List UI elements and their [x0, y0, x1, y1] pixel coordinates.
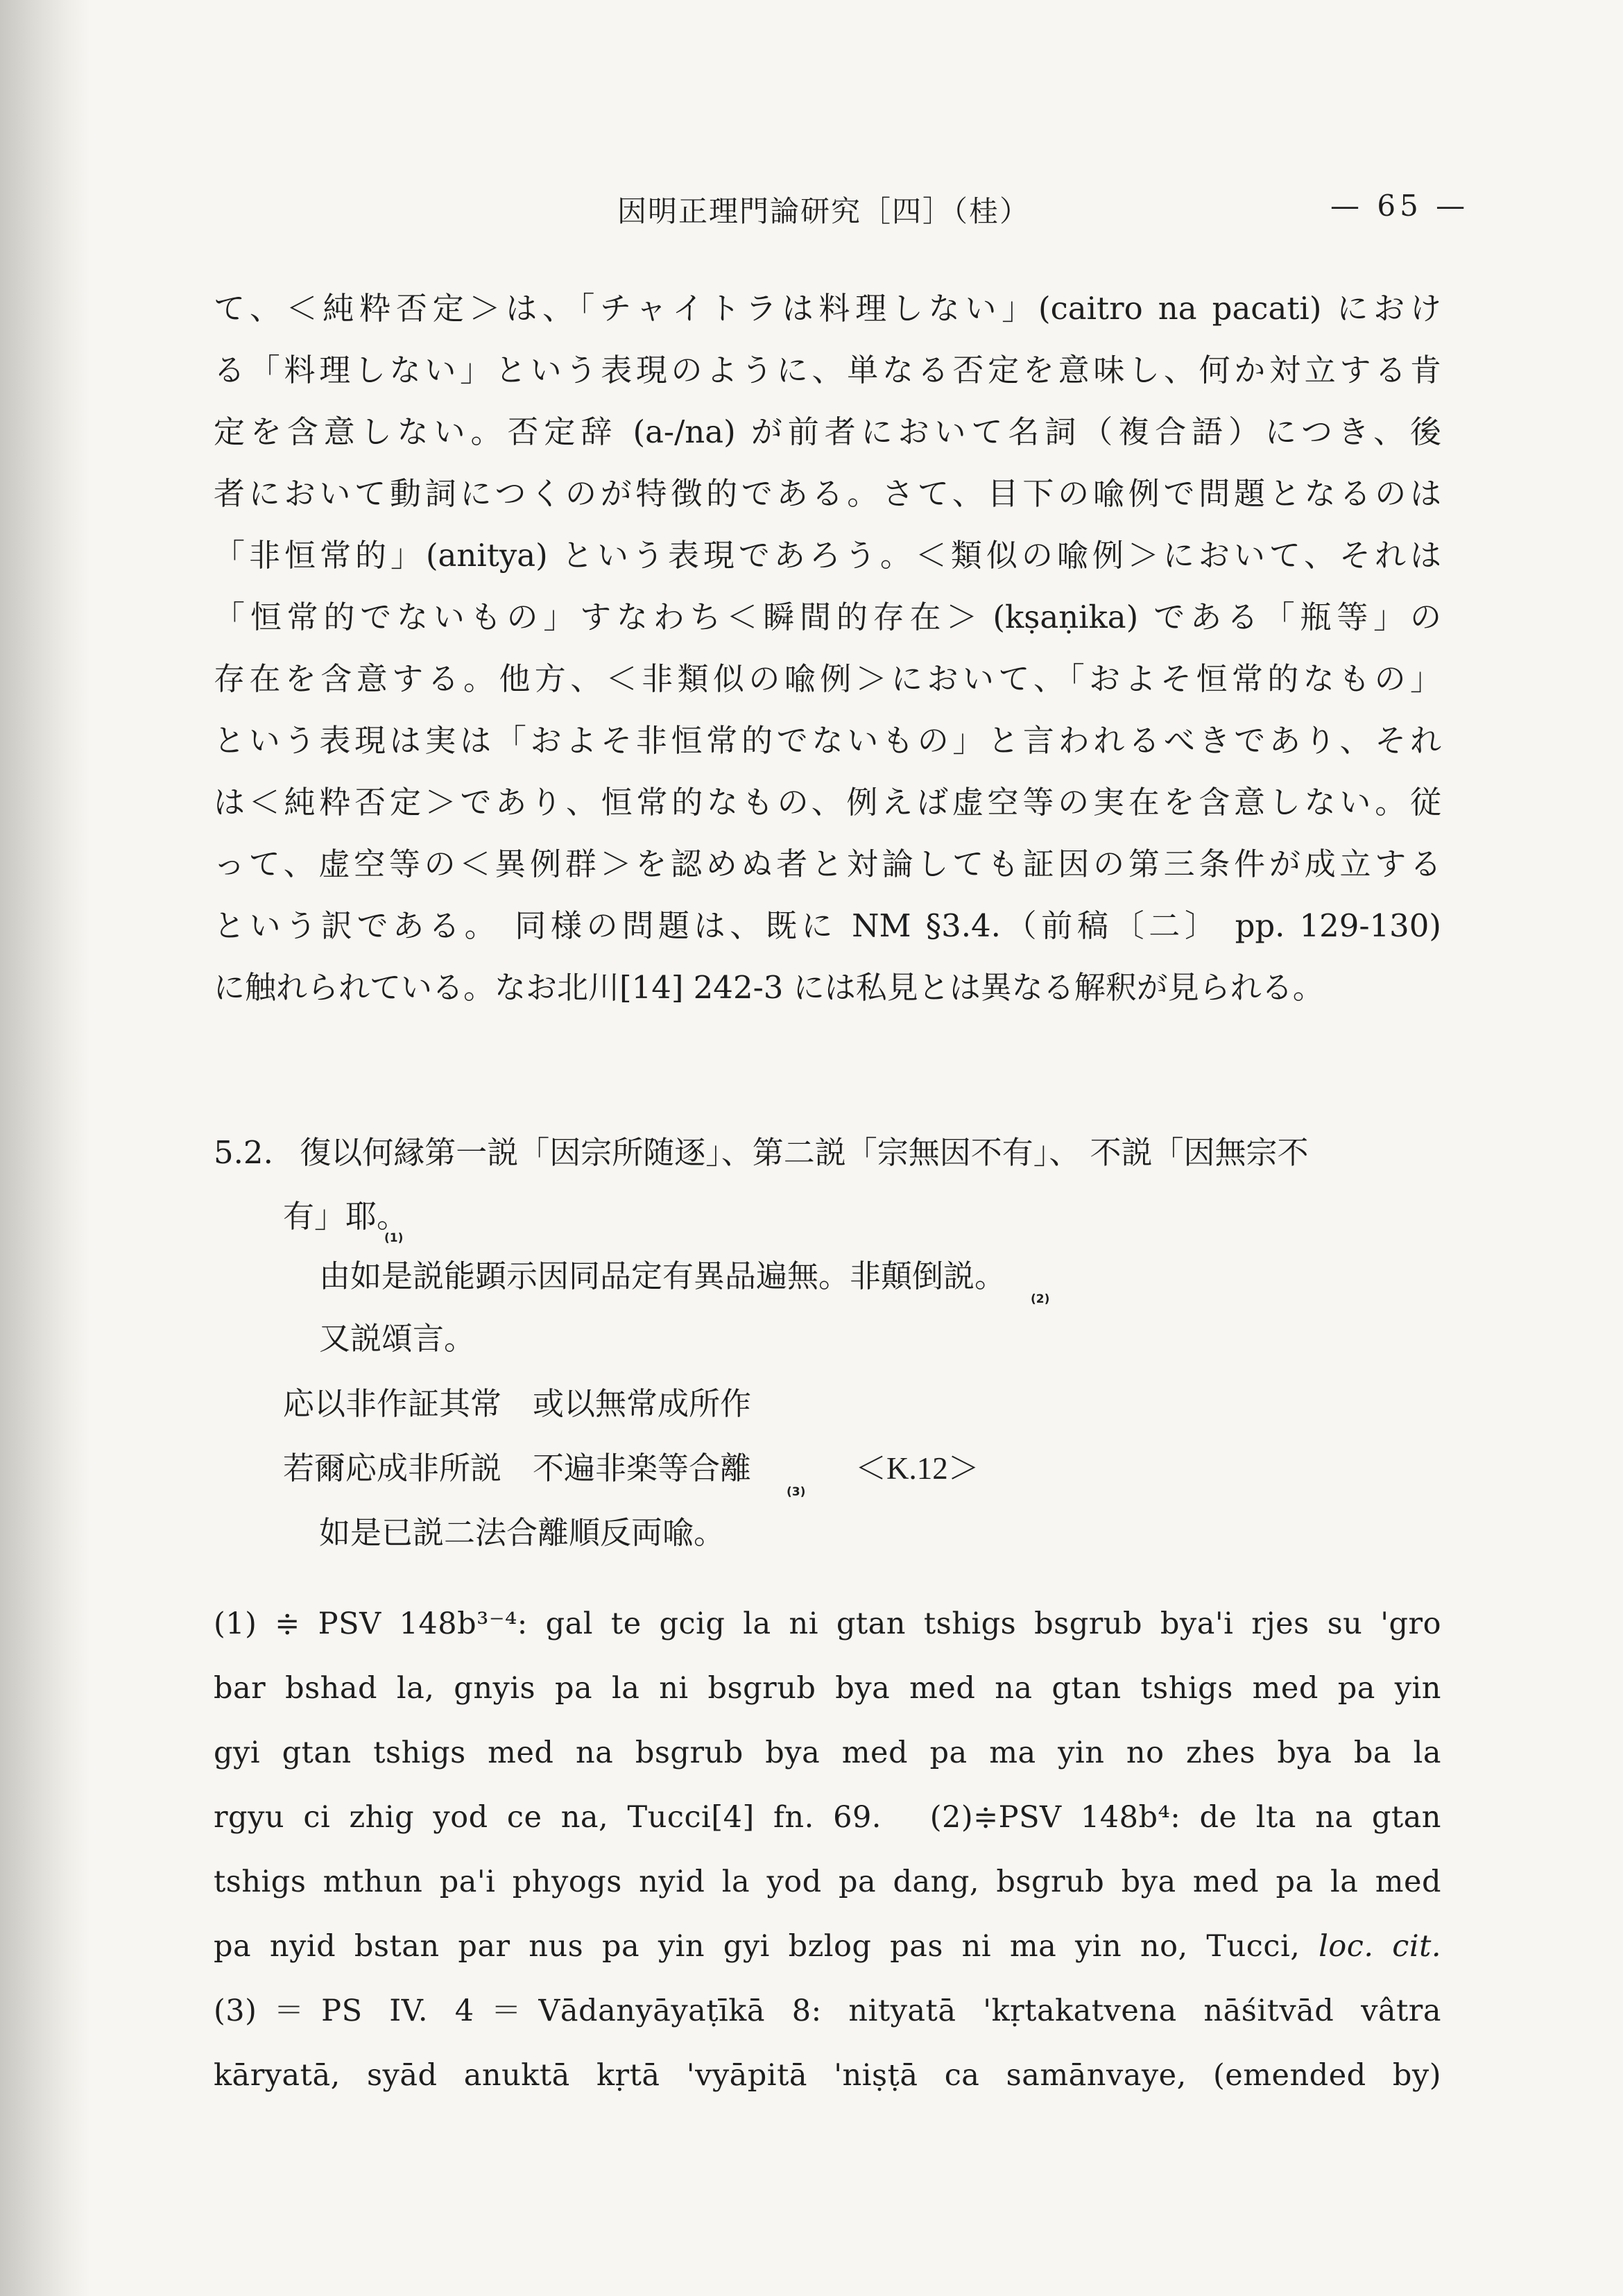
- footnote-line: gyi gtan tshigs med na bsgrub bya med pa ma yin no zhes bya ba la: [214, 1736, 1441, 1770]
- footnote-line: (3)＝PS IV. 4＝Vādanyāyaṭīkā 8: nityatā 'kṛtakatvena nāśitvād vâtra: [214, 1994, 1441, 2028]
- text-line: という表現は実は「およそ非恒常的でないもの」と言われるべきであり、それ: [214, 722, 1441, 759]
- footnote-line: rgyu ci zhig yod ce na, Tucci[4] fn. 69. (2)≑PSV 148b⁴: de lta na gtan: [214, 1800, 1441, 1835]
- scan-edge-shadow: [0, 0, 90, 2296]
- footnote-line: kāryatā, syād anuktā kṛtā 'vyāpitā 'niṣṭā ca samānvaye, (emended by): [214, 2058, 1441, 2093]
- section-number: 5.2.: [214, 1134, 273, 1171]
- footnote-line: (1) ≑ PSV 148b³⁻⁴: gal te gcig la ni gtan tshigs bsgrub bya'i rjes su 'gro: [214, 1607, 1441, 1641]
- text-line: は＜純粋否定＞であり、恒常的なもの、例えば虚空等の実在を含意しない。従: [214, 784, 1441, 821]
- text-line: 存在を含意する。他方、＜非類似の喩例＞において、「およそ恒常的なもの」: [214, 660, 1441, 697]
- page-number: — 65 —: [1330, 189, 1470, 223]
- footnotes: [214, 1592, 1441, 2108]
- footnote-marker: (3): [787, 1485, 806, 1499]
- section-line: 由如是説能顕示因同品定有異品遍無。非顛倒説。: [319, 1258, 1006, 1294]
- verse-reference: ＜K.12＞: [855, 1451, 979, 1486]
- footnote-marker: (2): [1031, 1292, 1050, 1306]
- loc-cit: loc. cit.: [1319, 1929, 1442, 1964]
- verse-line: 応以非作証其常 或以無常成所作: [283, 1385, 752, 1422]
- section-line: 如是已説二法合離順反両喩。: [319, 1514, 725, 1551]
- text-line: という訳である。 同様の問題は、既に NM §3.4.（前稿〔二〕 pp. 129-130): [214, 907, 1441, 944]
- footnote-line: bar bshad la, gnyis pa la ni bsgrub bya med na gtan tshigs med pa yin: [214, 1671, 1441, 1706]
- main-paragraph: [214, 277, 1441, 1018]
- text-line: に触れられている。なお北川[14] 242-3 には私見とは異なる解釈が見られる。: [214, 969, 1324, 1006]
- text-line: る「料理しない」という表現のように、単なる否定を意味し、何か対立する肯: [214, 352, 1441, 388]
- footnote-marker: (1): [384, 1231, 404, 1245]
- section-line: 又説頌言。: [319, 1320, 476, 1357]
- text-line: 定を含意しない。否定辞 (a-/na) が前者において名詞（複合語）につき、後: [214, 413, 1441, 450]
- text-line: 「恒常的でないもの」すなわち＜瞬間的存在＞ (kṣaṇika) である「瓶等」の: [214, 599, 1441, 635]
- running-header: 因明正理門論研究［四］（桂）: [617, 194, 1031, 228]
- footnote-line-text: pa nyid bstan par nus pa yin gyi bzlog pas ni ma yin no, Tucci,: [214, 1929, 1300, 1964]
- section-line: 有」耶。: [283, 1198, 409, 1235]
- text-line: 「非恒常的」(anitya) という表現であろう。＜類似の喩例＞において、それは: [214, 537, 1441, 574]
- section-line: 復以何縁第一説「因宗所随逐」、第二説「宗無因不有」、 不説「因無宗不: [300, 1134, 1309, 1171]
- verse-line: 若爾応成非所説 不遍非楽等合離: [283, 1450, 752, 1487]
- text-line: 者において動詞につくのが特徴的である。さて、目下の喩例で問題となるのは: [214, 475, 1441, 512]
- text-line: て、＜純粋否定＞は、「チャイトラは料理しない」(caitro na pacati) におけ: [214, 290, 1441, 327]
- footnote-line: tshigs mthun pa'i phyogs nyid la yod pa dang, bsgrub bya med pa la med: [214, 1865, 1441, 1899]
- text-line: って、虚空等の＜異例群＞を認めぬ者と対論しても証因の第三条件が成立する: [214, 846, 1441, 882]
- footnote-line: [214, 1914, 1441, 1979]
